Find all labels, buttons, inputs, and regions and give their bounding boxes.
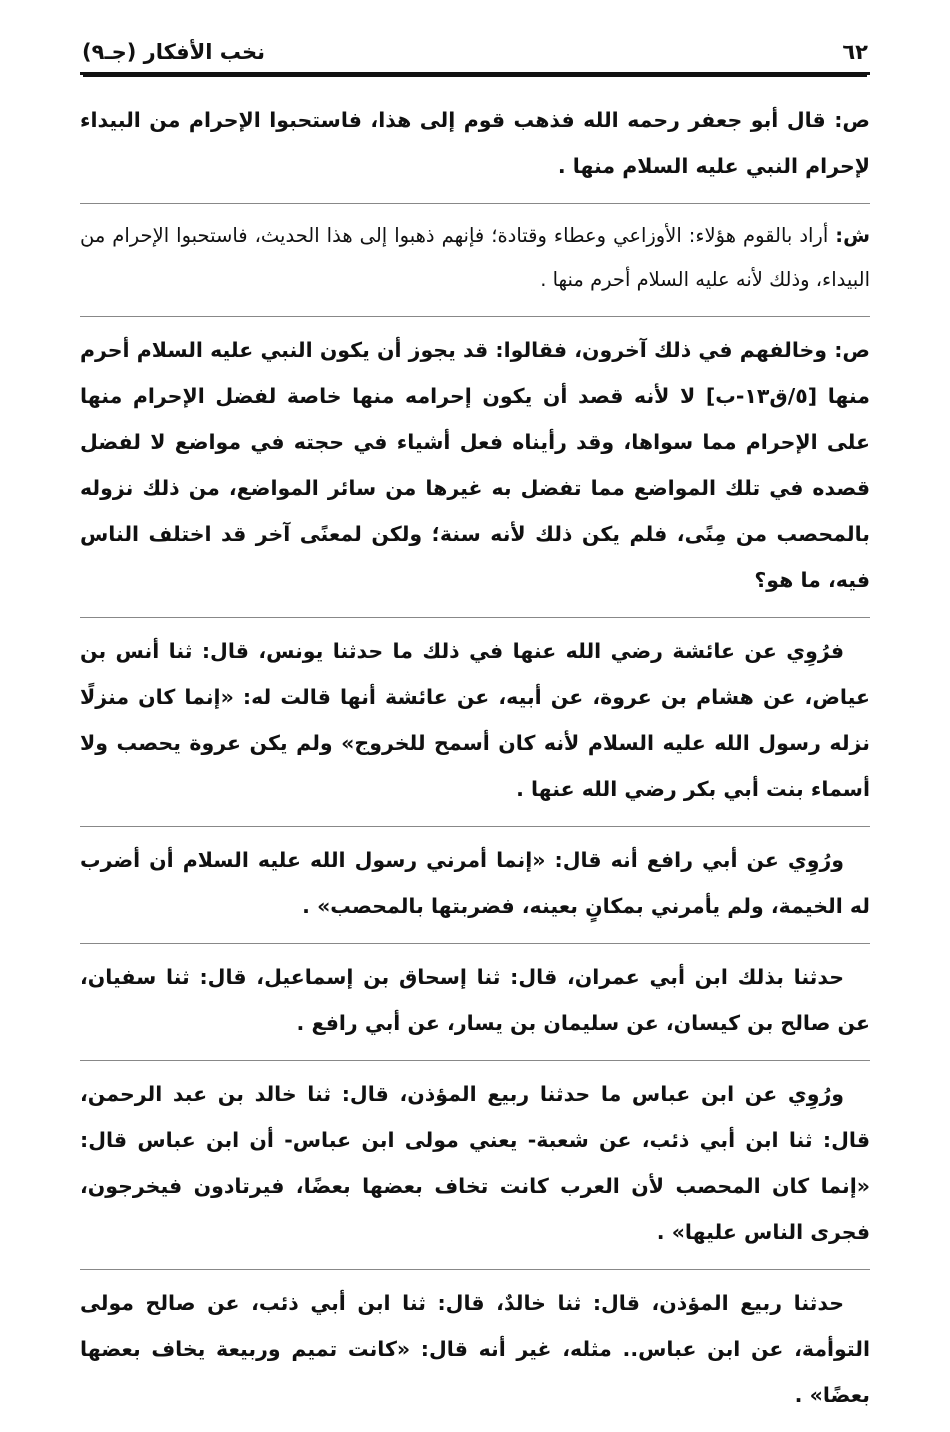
paragraph-matn-3: فرُوِي عن عائشة رضي الله عنها في ذلك ما حدثنا يونس، قال: ثنا أنس بن عياض، عن هشام بن عروة، عن أبيه، عن عائشة أنها قالت له: «إنما كان منزلًا نزله رسول الله عليه السلام لأنه كان أسمح للخروج» ولم يكن عروة يحصب ولا أسماء بنت أبي بكر رضي الله عنها .	[80, 639, 870, 801]
divider	[80, 617, 870, 618]
paragraph-sharh-1	[80, 214, 870, 302]
page-number: ٦٢	[842, 40, 868, 64]
paragraph-matn-4: ورُوِي عن أبي رافع أنه قال: «إنما أمرني رسول الله عليه السلام أن أضرب له الخيمة، ولم يأمرني بمكانٍ بعينه، فضربتها بالمحصب» .	[80, 848, 870, 918]
divider	[80, 1269, 870, 1270]
sharh-marker: ش:	[835, 224, 870, 247]
divider	[80, 203, 870, 204]
paragraph-text: قال أبو جعفر رحمه الله فذهب قوم إلى هذا، فاستحبوا الإحرام من البيداء لإحرام النبي عليه السلام منها .	[80, 108, 870, 178]
paragraph-text: أراد بالقوم هؤلاء: الأوزاعي وعطاء وقتادة؛ فإنهم ذهبوا إلى هذا الحديث، فاستحبوا الإحرام من البيداء، وذلك لأنه عليه السلام أحرم منها .	[80, 224, 870, 291]
page-header	[80, 40, 870, 75]
paragraph-matn-7: حدثنا ربيع المؤذن، قال: ثنا خالدٌ، قال: ثنا ابن أبي ذئب، عن صالح مولى التوأمة، عن ابن عباس.. مثله، غير أنه قال: «كانت تميم وربيعة يخاف بعضها بعضًا» .	[80, 1291, 870, 1407]
document-page	[80, 40, 870, 1432]
divider	[80, 1060, 870, 1061]
book-title: نخب الأفكار (جـ٩)	[82, 40, 265, 64]
paragraph-matn-2	[80, 327, 870, 603]
paragraph-matn-1	[80, 97, 870, 189]
divider	[80, 826, 870, 827]
page-body	[80, 97, 870, 1418]
matn-marker: ص:	[834, 108, 870, 132]
divider	[80, 943, 870, 944]
paragraph-matn-5: حدثنا بذلك ابن أبي عمران، قال: ثنا إسحاق بن إسماعيل، قال: ثنا سفيان، عن صالح بن كيسان، عن سليمان بن يسار، عن أبي رافع .	[80, 965, 870, 1035]
paragraph-text: وخالفهم في ذلك آخرون، فقالوا: قد يجوز أن يكون النبي عليه السلام أحرم منها [٥/ق١٣-ب] لا لأنه قصد أن يكون إحرامه منها خاصة لفضل الإحرام منها على الإحرام مما سواها، وقد رأيناه فعل أشياء في حجته في مواضع لا لفضل قصده في تلك المواضع مما تفضل به غيرها من سائر المواضع، من ذلك نزوله بالمحصب من مِنًى، فلم يكن ذلك لأنه سنة؛ ولكن لمعنًى آخر قد اختلف الناس فيه، ما هو؟	[80, 338, 870, 592]
paragraph-matn-6: ورُوِي عن ابن عباس ما حدثنا ربيع المؤذن، قال: ثنا خالد بن عبد الرحمن، قال: ثنا ابن أبي ذئب، عن شعبة- يعني مولى ابن عباس- أن ابن عباس قال: «إنما كان المحصب لأن العرب كانت تخاف بعضها بعضًا، فيرتادون فيخرجون، فجرى الناس عليها» .	[80, 1082, 870, 1244]
matn-marker: ص:	[834, 338, 870, 362]
divider	[80, 316, 870, 317]
